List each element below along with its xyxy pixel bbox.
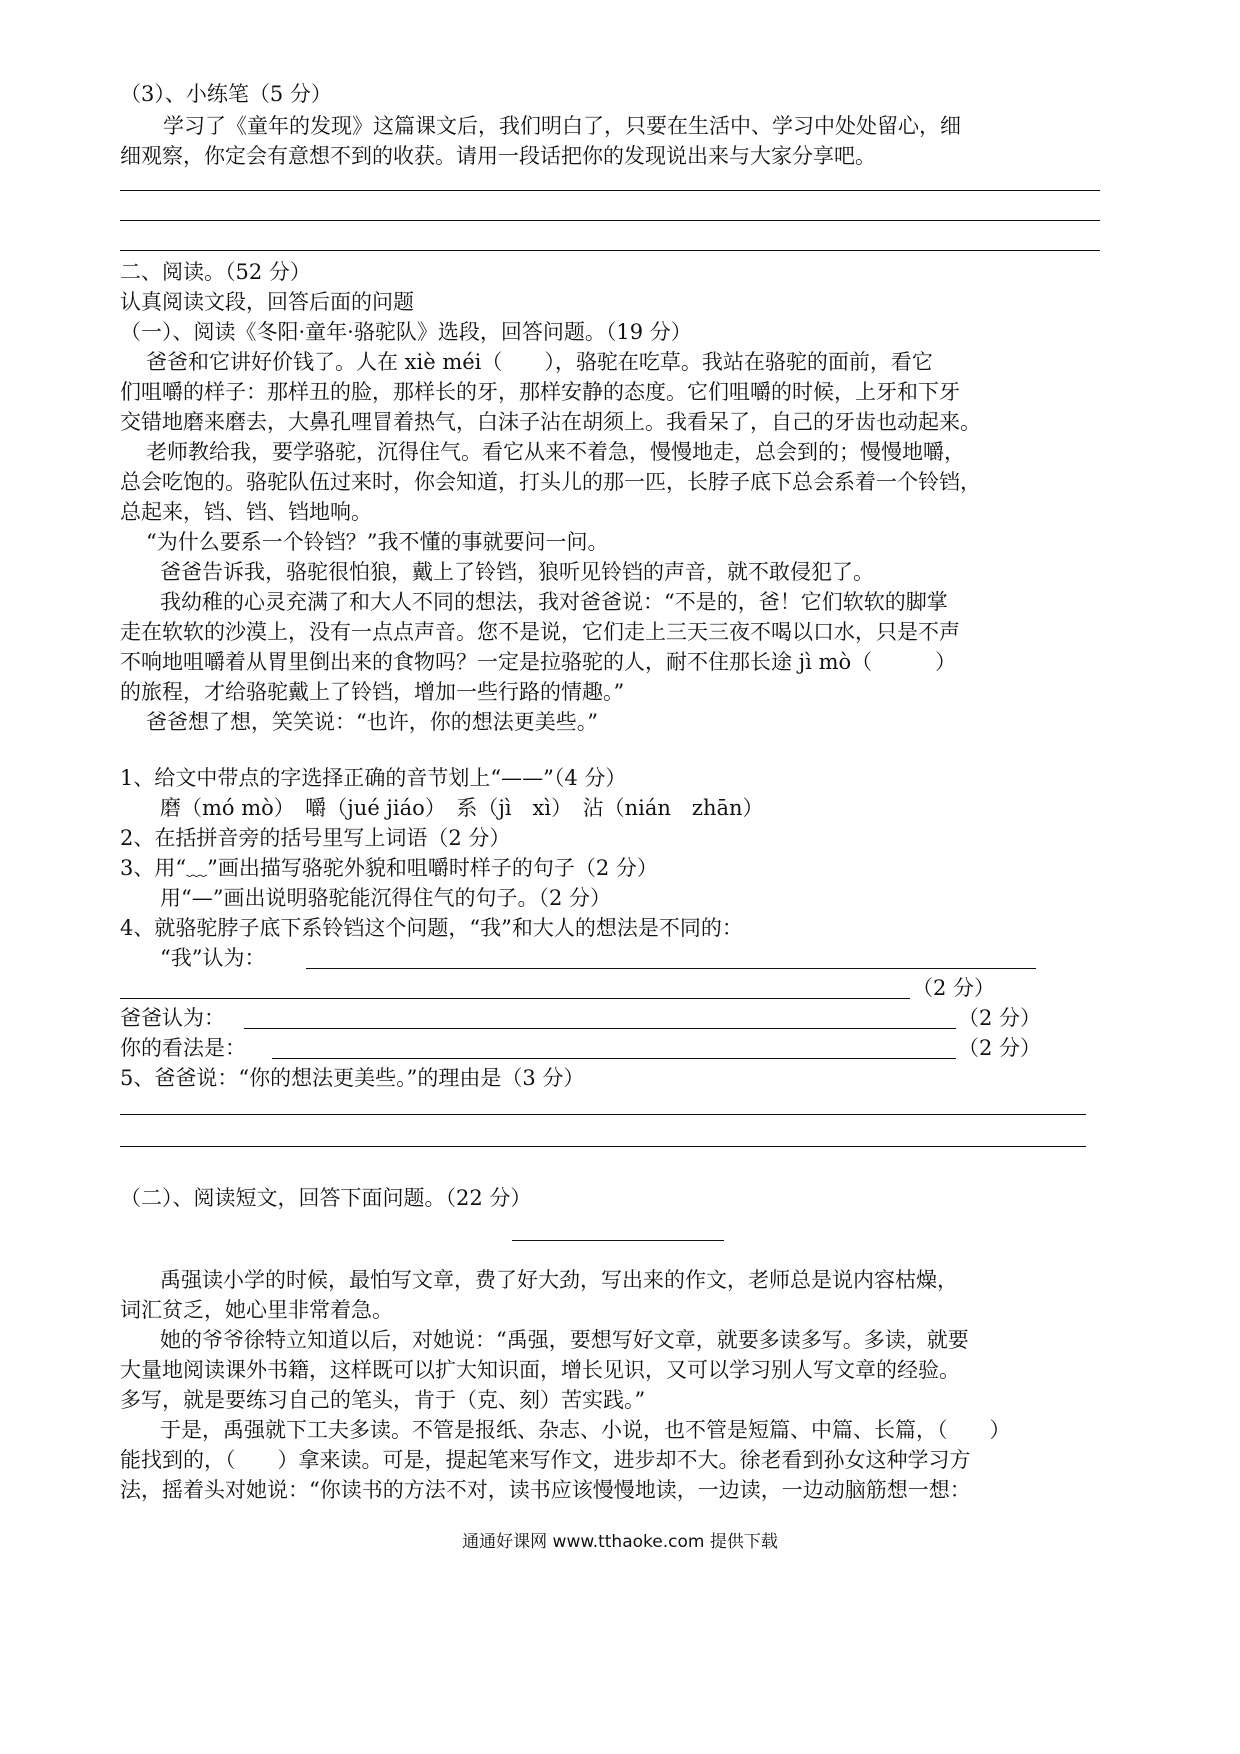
question-2: 2、在括拼音旁的括号里写上词语（2 分）	[120, 826, 511, 850]
q4-dad-answer-line[interactable]	[244, 1028, 956, 1029]
passage-line: 交错地磨来磨去，大鼻孔哩冒着热气，白沫子沾在胡须上。我看呆了，自己的牙齿也动起来。	[120, 410, 981, 434]
passage-line: 禹强读小学的时候，最怕写文章，费了好大劲，写出来的作文，老师总是说内容枯燥，	[160, 1268, 958, 1292]
part2-instruction: 认真阅读文段，回答后面的问题	[120, 290, 414, 314]
passage-line: 多写，就是要练习自己的笔头，肯于（克、刻）苦实践。”	[120, 1388, 646, 1412]
passage-line: 爸爸和它讲好价钱了。人在 xiè méi（ ），骆驼在吃草。我站在骆驼的面前，看它	[146, 350, 933, 374]
passage-line: 爸爸告诉我，骆驼很怕狼，戴上了铃铛，狼听见铃铛的声音，就不敢侵犯了。	[160, 560, 874, 584]
q4-me-answer-line[interactable]	[306, 968, 1036, 969]
passage-line: 法，摇着头对她说：“你读书的方法不对，读书应该慢慢地读，一边读，一边动脑筋想一想：	[120, 1478, 971, 1502]
title-blank-line[interactable]	[512, 1240, 724, 1241]
sec3-paragraph-line: 学习了《童年的发现》这篇课文后，我们明白了，只要在生活中、学习中处处留心，细	[163, 114, 961, 138]
part2-heading: 二、阅读。（52 分）	[120, 260, 311, 284]
question-3a: 3、用“﹏”画出描写骆驼外貌和咀嚼时样子的句子（2 分）	[120, 856, 658, 880]
q4-dad-label: 爸爸认为：	[120, 1006, 225, 1030]
passage-line: 不响地咀嚼着从胃里倒出来的食物吗？一定是拉骆驼的人，耐不住那长途 jì mò（ ）	[120, 650, 957, 674]
reading1-heading: （一）、阅读《冬阳·童年·骆驼队》选段，回答问题。（19 分）	[120, 320, 692, 344]
passage-line: 爸爸想了想，笑笑说：“也许，你的想法更美些。”	[146, 710, 598, 734]
q4-me-label: “我”认为：	[160, 946, 266, 970]
answer-line[interactable]	[120, 220, 1100, 221]
passage-line: 的旅程，才给骆驼戴上了铃铛，增加一些行路的情趣。”	[120, 680, 625, 704]
passage-line: 能找到的，（ ）拿来读。可是，提起笔来写作文，进步却不大。徐老看到孙女这种学习方	[120, 1448, 971, 1472]
question-1: 1、给文中带点的字选择正确的音节划上“——”（4 分）	[120, 766, 627, 790]
question-5: 5、爸爸说：“你的想法更美些。”的理由是（3 分）	[120, 1066, 585, 1090]
q4-score: （2 分）	[958, 1006, 1042, 1030]
page-footer: 通通好课网 www.tthaoke.com 提供下载	[462, 1532, 778, 1552]
question-1-options: 磨（mó mò） 嚼（jué jiáo） 系（jì xì） 沾（nián zhān）	[160, 796, 764, 820]
sec3-heading: （3）、小练笔（5 分）	[120, 82, 332, 106]
passage-line: 词汇贫乏，她心里非常着急。	[120, 1298, 393, 1322]
passage-line: 老师教给我，要学骆驼，沉得住气。看它从来不着急，慢慢地走，总会到的；慢慢地嚼，	[146, 440, 965, 464]
q4-you-label: 你的看法是：	[120, 1036, 246, 1060]
answer-line[interactable]	[120, 190, 1100, 191]
passage-line: 走在软软的沙漠上，没有一点点声音。您不是说，它们走上三天三夜不喝以口水，只是不声	[120, 620, 960, 644]
question-3b: 用“—”画出说明骆驼能沉得住气的句子。（2 分）	[160, 886, 612, 910]
answer-line[interactable]	[120, 1114, 1086, 1115]
passage-line: 我幼稚的心灵充满了和大人不同的想法，我对爸爸说：“不是的，爸！它们软软的脚掌	[160, 590, 948, 614]
passage-line: 总会吃饱的。骆驼队伍过来时，你会知道，打头儿的那一匹，长脖子底下总会系着一个铃铛，	[120, 470, 981, 494]
passage-line: “为什么要系一个铃铛？”我不懂的事就要问一问。	[146, 530, 609, 554]
passage-line: 她的爷爷徐特立知道以后，对她说：“禹强，要想写好文章，就要多读多写。多读，就要	[160, 1328, 969, 1352]
sec3-paragraph-line: 细观察，你定会有意想不到的收获。请用一段话把你的发现说出来与大家分享吧。	[120, 144, 876, 168]
question-4: 4、就骆驼脖子底下系铃铛这个问题，“我”和大人的想法是不同的：	[120, 916, 743, 940]
answer-line[interactable]	[120, 1146, 1086, 1147]
passage-line: 总起来，铛、铛、铛地响。	[120, 500, 372, 524]
passage-line: 大量地阅读课外书籍，这样既可以扩大知识面，增长见识，又可以学习别人写文章的经验。	[120, 1358, 960, 1382]
q4-score: （2 分）	[958, 1036, 1042, 1060]
reading2-heading: （二）、阅读短文，回答下面问题。（22 分）	[120, 1186, 532, 1210]
q4-you-answer-line[interactable]	[272, 1058, 956, 1059]
passage-line: 于是，禹强就下工夫多读。不管是报纸、杂志、小说，也不管是短篇、中篇、长篇，（ ）	[160, 1418, 1011, 1442]
q4-score: （2 分）	[912, 976, 996, 1000]
answer-line[interactable]	[120, 250, 1100, 251]
passage-line: 们咀嚼的样子：那样丑的脸，那样长的牙，那样安静的态度。它们咀嚼的时候，上牙和下牙	[120, 380, 960, 404]
q4-me-answer-line-2[interactable]	[120, 998, 910, 999]
